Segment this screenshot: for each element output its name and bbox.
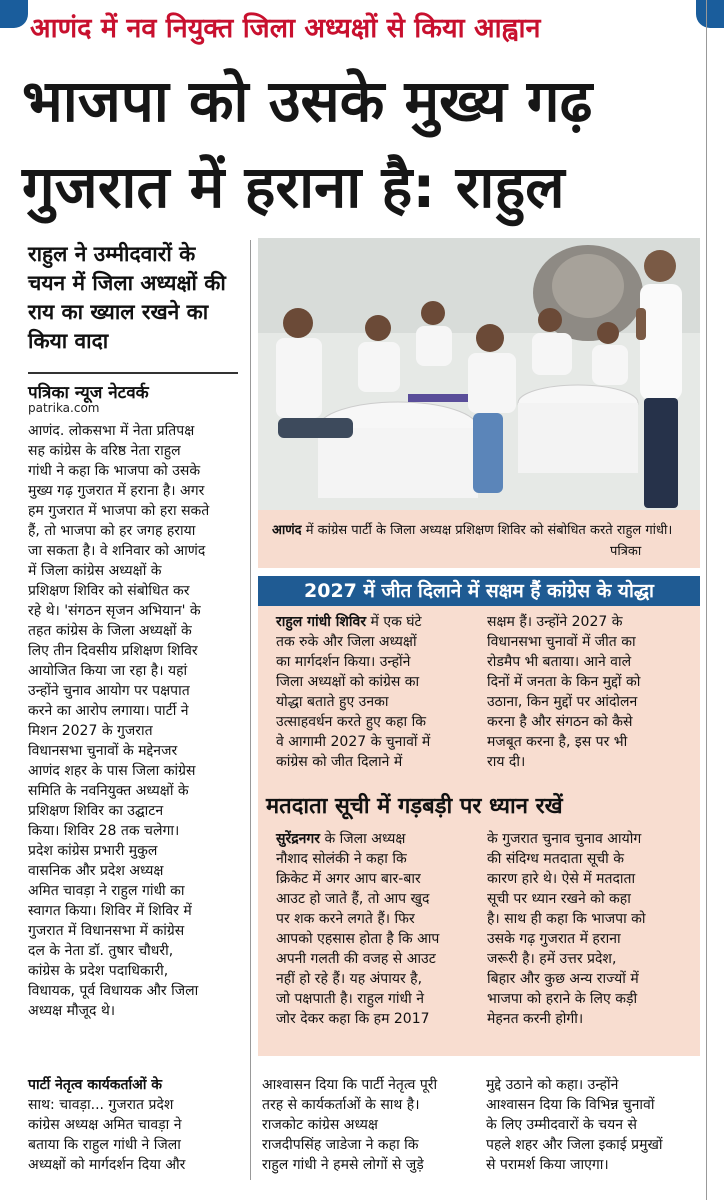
- story-line: अध्यक्ष मौजूद थे।: [28, 1003, 116, 1019]
- story-line: वासनिक और प्रदेश अध्यक्ष: [28, 863, 164, 879]
- news-photo: [258, 238, 700, 510]
- story-line: कांग्रेस को जीत दिलाने में: [276, 754, 403, 770]
- story-line: दिनों में जनता के किन मुद्दों को: [487, 674, 641, 690]
- story-line: करना है और संगठन को कैसे: [487, 714, 633, 730]
- sub-section-heading: पार्टी नेतृत्व कार्यकर्ताओं के: [28, 1077, 163, 1093]
- story-line: अध्यक्षों को मार्गदर्शन दिया और: [28, 1157, 186, 1173]
- story-line: प्रदेश कांग्रेस प्रभारी मुकुल: [28, 843, 158, 859]
- divider: [28, 372, 238, 374]
- story-line: तक रुके और जिला अध्यक्षों: [276, 634, 417, 650]
- byline: पत्रिका न्यूज नेटवर्क: [28, 383, 149, 403]
- story-line: मुद्दे उठाने को कहा। उन्होंने: [486, 1077, 619, 1093]
- story-line: आणंद. लोकसभा में नेता प्रतिपक्ष: [28, 423, 195, 439]
- story-line: मेहनत करनी होगी।: [487, 1011, 584, 1027]
- story-line: में जिला कांग्रेस अध्यक्षों के: [28, 563, 162, 579]
- caption-text: में कांग्रेस पार्टी के जिला अध्यक्ष प्रशिक्षण शिविर को संबोधित करते राहुल गांधी।: [305, 523, 673, 538]
- voter-story-left-col: [276, 829, 476, 1029]
- story-line: आश्वासन दिया कि विभिन्न चुनावों: [486, 1097, 655, 1113]
- story-line: कांग्रेस अध्यक्ष अमित चावड़ा ने: [28, 1117, 182, 1133]
- story-line: बिहार और कुछ अन्य राज्यों में: [487, 971, 639, 987]
- story-line: गांधी ने कहा कि भाजपा को उसके: [28, 463, 201, 479]
- story-line: आयोजित किया जा रहा है। यहां: [28, 663, 188, 679]
- story-line: किया। शिविर 28 तक चलेगा।: [28, 823, 180, 839]
- story-line: बताया कि राहुल गांधी ने जिला: [28, 1137, 181, 1153]
- story-line: विधायक, पूर्व विधायक और जिला: [28, 983, 199, 999]
- page-corner-mark: [0, 0, 28, 28]
- story-line: जो पक्षपाती है। राहुल गांधी ने: [276, 991, 424, 1007]
- story-line: जरूरी है। हमें उत्तर प्रदेश,: [487, 951, 617, 967]
- sub-section: [28, 1075, 242, 1175]
- story-line: का मार्गदर्शन किया। उन्होंने: [276, 654, 411, 670]
- sub-section-body: [28, 1095, 242, 1175]
- story-line: प्रशिक्षण शिविर का उद्घाटन: [28, 803, 164, 819]
- box-story-heading: 2027 में जीत दिलाने में सक्षम हैं कांग्रेस के योद्धा: [258, 576, 700, 606]
- story-line: वे आगामी 2027 के चुनावों में: [276, 734, 431, 750]
- main-story: [28, 421, 242, 1021]
- site-url: patrika.com: [28, 401, 100, 415]
- story-line: विधानसभा चुनावों में जीत का: [487, 634, 636, 650]
- box-story-left-lines: [276, 632, 476, 772]
- story-line: नौशाद सोलंकी ने कहा कि: [276, 851, 407, 867]
- photo-credit: पत्रिका: [610, 544, 642, 559]
- voter-story-lead: सुरेंद्रनगर: [276, 831, 321, 847]
- voter-story-right-col: [487, 829, 692, 1029]
- story-line: राय दी।: [487, 754, 526, 770]
- voter-story-heading: मतदाता सूची में गड़बड़ी पर ध्यान रखें: [266, 794, 563, 819]
- column-rule: [250, 240, 251, 1180]
- story-line: जोर देकर कहा कि हम 2017: [276, 1011, 430, 1027]
- story-line: आपको एहसास होता है कि आप: [276, 931, 440, 947]
- column-rule-right: [706, 0, 707, 1200]
- story-line: गुजरात में विधानसभा में कांग्रेस: [28, 923, 185, 939]
- story-line: उत्साहवर्धन करते हुए कहा कि: [276, 714, 426, 730]
- story-line: पर शक करने लगते हैं। फिर: [276, 911, 415, 927]
- story-line: सूची पर ध्यान रखने को कहा: [487, 891, 631, 907]
- photo-caption: [272, 520, 692, 541]
- photo-illustration: [258, 238, 700, 510]
- bottom-mid-col: [262, 1075, 474, 1175]
- deck: राहुल ने उम्मीदवारों के चयन में जिला अध्यक्षों की राय का ख्याल रखने का किया वादा: [28, 242, 226, 353]
- story-line: आश्वासन दिया कि पार्टी नेतृत्व पूरी: [262, 1077, 438, 1093]
- box-story-right-col: [487, 612, 692, 772]
- story-line: भाजपा को हराने के लिए कड़ी: [487, 991, 638, 1007]
- box-story-first-line: में एक घंटे: [370, 614, 422, 630]
- story-line: मुख्य गढ़ गुजरात में हराना है। अगर: [28, 483, 205, 499]
- story-line: नहीं हो रहे हैं। यह अंपायर है,: [276, 971, 423, 987]
- story-line: के लिए उम्मीदवारों के चयन से: [486, 1117, 637, 1133]
- story-line: पहले शहर और जिला इकाई प्रमुखों: [486, 1137, 663, 1153]
- story-line: प्रशिक्षण शिविर को संबोधित कर: [28, 583, 190, 599]
- bottom-right-col: [486, 1075, 698, 1175]
- story-line: स्वागत किया। शिविर में शिविर में: [28, 903, 192, 919]
- story-line: योद्धा बताते हुए उनका: [276, 694, 389, 710]
- box-story-left-col: [276, 612, 476, 772]
- story-line: मजबूत करना है, इस पर भी: [487, 734, 628, 750]
- story-line: आणंद शहर के पास जिला कांग्रेस: [28, 763, 196, 779]
- story-line: रहे थे। 'संगठन सृजन अभियान' के: [28, 603, 201, 619]
- story-line: विधानसभा चुनावों के मद्देनजर: [28, 743, 178, 759]
- story-line: अपनी गलती की वजह से आउट: [276, 951, 436, 967]
- story-line: जिला अध्यक्षों को कांग्रेस का: [276, 674, 420, 690]
- story-line: कारण हारे थे। ऐसे में मतदाता: [487, 871, 636, 887]
- box-story-lead: राहुल गांधी शिविर: [276, 614, 367, 630]
- page-corner-mark-right: [696, 0, 724, 28]
- story-line: अमित चावड़ा ने राहुल गांधी का: [28, 883, 185, 899]
- story-line: लिए तीन दिवसीय प्रशिक्षण शिविर: [28, 643, 198, 659]
- story-line: आउट हो जाते हैं, तो आप खुद: [276, 891, 430, 907]
- caption-lead: आणंद: [272, 523, 302, 538]
- story-line: की संदिग्ध मतदाता सूची के: [487, 851, 624, 867]
- story-line: राहुल गांधी ने हमसे लोगों से जुड़े: [262, 1157, 424, 1173]
- story-line: दल के नेता डॉ. तुषार चौधरी,: [28, 943, 174, 959]
- story-line: है। साथ ही कहा कि भाजपा को: [487, 911, 646, 927]
- story-line: हैं, तो भाजपा को हर जगह हराया: [28, 523, 196, 539]
- story-line: हम गुजरात में भाजपा को हरा सकते: [28, 503, 210, 519]
- story-line: तरह से कार्यकर्ताओं के साथ है।: [262, 1097, 420, 1113]
- kicker: आणंद में नव नियुक्त जिला अध्यक्षों से किया आह्वान: [30, 13, 541, 44]
- story-line: के गुजरात चुनाव चुनाव आयोग: [487, 831, 642, 847]
- story-line: रोडमैप भी बताया। आने वाले: [487, 654, 632, 670]
- story-line: साथ: चावड़ा... गुजरात प्रदेश: [28, 1097, 174, 1113]
- story-line: सक्षम हैं। उन्होंने 2027 के: [487, 614, 623, 630]
- story-line: क्रिकेट में अगर आप बार-बार: [276, 871, 421, 887]
- story-line: राजदीपसिंह जाडेजा ने कहा कि: [262, 1137, 419, 1153]
- story-line: करने का आरोप लगाया। पार्टी ने: [28, 703, 189, 719]
- story-line: सह कांग्रेस के वरिष्ठ नेता राहुल: [28, 443, 181, 459]
- story-line: से परामर्श किया जाएगा।: [486, 1157, 609, 1173]
- story-line: तहत कांग्रेस के जिला अध्यक्षों के: [28, 623, 192, 639]
- story-line: समिति के नवनियुक्त अध्यक्षों के: [28, 783, 189, 799]
- story-line: उन्होंने चुनाव आयोग पर पक्षपात: [28, 683, 190, 699]
- voter-story-first-line: के जिला अध्यक्ष: [324, 831, 406, 847]
- story-line: कांग्रेस के प्रदेश पदाधिकारी,: [28, 963, 169, 979]
- voter-story-left-lines: [276, 849, 476, 1029]
- headline-line-1: भाजपा को उसके मुख्य गढ़: [22, 67, 593, 135]
- story-line: जा सकता है। वे शनिवार को आणंद: [28, 543, 206, 559]
- headline-line-2: गुजरात में हराना है: राहुल: [22, 153, 565, 221]
- story-line: मिशन 2027 के गुजरात: [28, 723, 153, 739]
- story-line: उठाना, किन मुद्दों पर आंदोलन: [487, 694, 638, 710]
- story-line: उसके गढ़ गुजरात में हराना: [487, 931, 621, 947]
- story-line: राजकोट कांग्रेस अध्यक्ष: [262, 1117, 378, 1133]
